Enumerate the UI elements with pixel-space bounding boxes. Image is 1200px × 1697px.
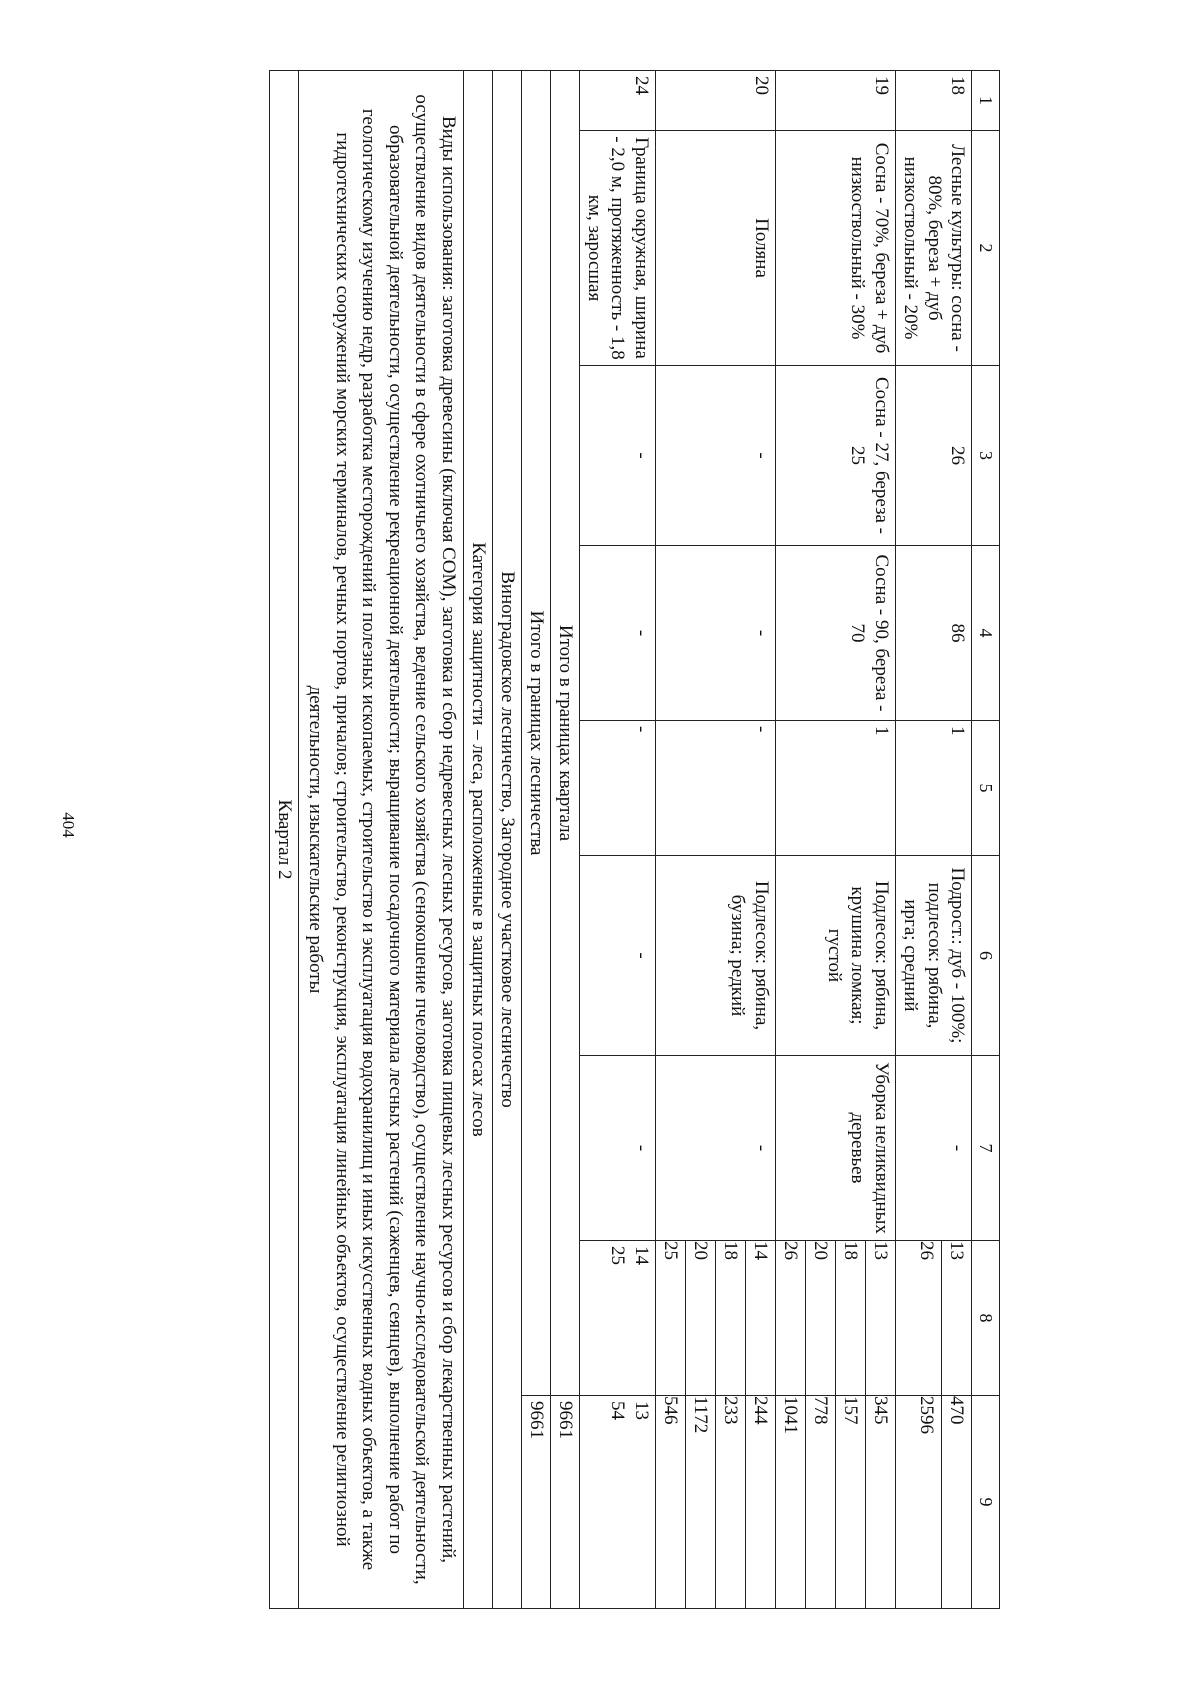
forestry-title: Виноградовское лесничество, Загородное участковое лесничество (493, 71, 522, 1609)
uses-row (299, 71, 464, 1609)
cell-col4: - (580, 546, 656, 721)
total-forestry-row (522, 71, 551, 1609)
cell-col3: Сосна - 27, береза - 25 (776, 366, 896, 546)
sub-value: 546 (660, 1396, 682, 1425)
cell-col9 (656, 1396, 776, 1609)
cell-col5: - (580, 721, 656, 856)
cell-col9 (580, 1396, 656, 1609)
cell-col8 (656, 1241, 776, 1396)
sub-value: 1041 (780, 1396, 802, 1434)
quarter-row (270, 71, 299, 1609)
col-header: 6 (972, 856, 1000, 1056)
cell-description: Поляна (656, 131, 776, 366)
sub-value: 20 (685, 1241, 715, 1395)
cell-measures: - (656, 1056, 776, 1241)
cell-col4: Сосна - 90, береза - 70 (776, 546, 896, 721)
cell-col4: - (656, 546, 776, 721)
cell-col8 (580, 1241, 656, 1396)
sub-value: 2596 (916, 1396, 938, 1434)
total-quarter-label: Итого в границах квартала (551, 71, 580, 1396)
sub-value: 1172 (685, 1396, 715, 1608)
header-row (972, 71, 1000, 1609)
cell-undergrowth: Подлесок: рябина, крушина ломкая; густой (776, 856, 896, 1056)
sub-value: 233 (715, 1396, 745, 1608)
sub-value: 13 (631, 1401, 653, 1420)
cell-description: Лесные культуры: сосна - 80%, береза + дуб низкоствольный - 20% (896, 131, 972, 366)
sub-value: 345 (865, 1396, 895, 1608)
sub-value: 20 (805, 1241, 835, 1395)
cell-col3: 26 (896, 366, 972, 546)
col-header: 5 (972, 721, 1000, 856)
cell-section: 20 (656, 71, 776, 131)
usage-types: Виды использования: заготовка древесины (включая СОМ), заготовка и сбор недревесных лесных ресурсов, заготовка пищевых лесных ресурсов и сбор лекарственных растений, осуществление видов деятельности в сфере охотничьего хозяйства, ведение сельского хозяйства (сенокошение пчеловодство), осуществление научно-исследовательской деятельности, образовательной деятельности, осуществление рекреационной деятельности; выращивание посадочного материала лесных растений (саженцев, сеянцев), выполнение работ по геологическому изучению недр, разработка месторождений и полезных ископаемых, строительство и эксплуатация водохранилищ и иных искусственных водных объектов, а также гидротехнических сооружений морских терминалов, речных портов, причалов; строительство, реконструкция, эксплуатация линейных объектов, осуществление религиозной деятельности, изыскательские работы (299, 71, 464, 1609)
total-quarter-value: 9661 (551, 1396, 580, 1609)
cell-col3: - (656, 366, 776, 546)
sub-value: 470 (942, 1396, 972, 1608)
cell-col5: - (656, 721, 776, 856)
table-row (656, 71, 776, 1609)
cell-description: Граница окружная, ширина - 2,0 м, протяженность - 1,8 км, заросшая (580, 131, 656, 366)
sub-value: 778 (805, 1396, 835, 1608)
cell-col8 (896, 1241, 972, 1396)
cell-col5: 1 (776, 721, 896, 856)
table-row (580, 71, 656, 1609)
page-number: 404 (58, 812, 78, 838)
col-header: 7 (972, 1056, 1000, 1241)
protection-category: Категория защитности – леса, расположенные в защитных полосах лесов (464, 71, 493, 1609)
col-header: 1 (972, 71, 1000, 131)
table-row (896, 71, 972, 1609)
cell-col5: 1 (896, 721, 972, 856)
forest-table (269, 70, 1000, 1609)
sub-value: 54 (607, 1401, 629, 1420)
forestry-title-row (493, 71, 522, 1609)
sub-value: 26 (916, 1241, 938, 1260)
cell-description: Сосна - 70%, береза + дуб низкоствольный - 30% (776, 131, 896, 366)
col-header: 4 (972, 546, 1000, 721)
cell-undergrowth: Подрост.: дуб - 100%; подлесок: рябина, ирга; средний (896, 856, 972, 1056)
sub-value: 13 (865, 1241, 895, 1395)
col-header: 8 (972, 1241, 1000, 1396)
sub-value: 18 (715, 1241, 745, 1395)
col-header: 3 (972, 366, 1000, 546)
sub-value: 244 (745, 1396, 775, 1608)
rotated-table-wrapper (115, 70, 1000, 1608)
cell-section: 24 (580, 71, 656, 131)
total-forestry-label: Итого в границах лесничества (522, 71, 551, 1396)
sub-value: 14 (631, 1246, 653, 1265)
quarter-title: Квартал 2 (270, 71, 299, 1609)
col-header: 9 (972, 1396, 1000, 1609)
cell-col9 (896, 1396, 972, 1609)
col-header: 2 (972, 131, 1000, 366)
cell-col4: 86 (896, 546, 972, 721)
sub-value: 18 (835, 1241, 865, 1395)
cell-undergrowth: - (580, 856, 656, 1056)
cell-section: 19 (776, 71, 896, 131)
table-row (776, 71, 896, 1609)
category-row (464, 71, 493, 1609)
cell-measures: - (580, 1056, 656, 1241)
sub-value: 25 (660, 1241, 682, 1260)
sub-value: 13 (942, 1241, 972, 1395)
cell-undergrowth: Подлесок: рябина, бузина; редкий (656, 856, 776, 1056)
sub-value: 25 (607, 1246, 629, 1265)
sub-value: 26 (780, 1241, 802, 1260)
cell-col8 (776, 1241, 896, 1396)
total-forestry-value: 9661 (522, 1396, 551, 1609)
cell-measures: - (896, 1056, 972, 1241)
cell-col9 (776, 1396, 896, 1609)
sub-value: 157 (835, 1396, 865, 1608)
cell-col3: - (580, 366, 656, 546)
cell-measures: Уборка неликвидных деревьев (776, 1056, 896, 1241)
sub-value: 14 (745, 1241, 775, 1395)
total-quarter-row (551, 71, 580, 1609)
cell-section: 18 (896, 71, 972, 131)
